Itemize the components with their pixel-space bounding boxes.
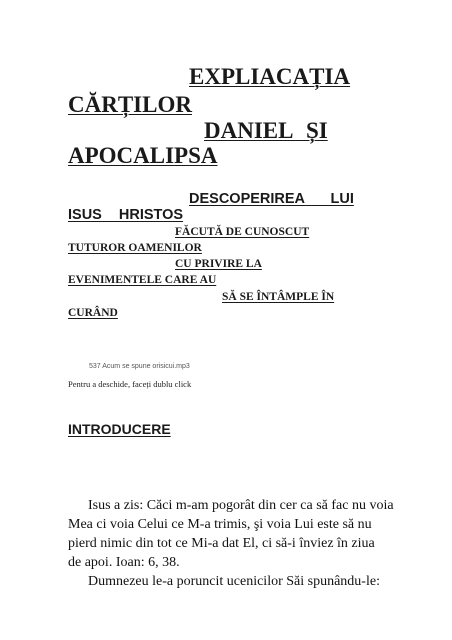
title-line-2: CĂRȚILOR: [68, 92, 192, 117]
attachment-hint: Pentru a deschide, faceți dublu click: [68, 379, 192, 389]
section-heading: INTRODUCERE: [68, 421, 171, 437]
subtitle-line-1: DESCOPERIREA LUI: [189, 191, 354, 207]
subtitle-line-5: CU PRIVIRE LA: [175, 258, 262, 270]
paragraph-1-line-4: de apoi. Ioan: 6, 38.: [68, 555, 180, 570]
title-line-4: APOCALIPSA: [68, 143, 218, 168]
paragraph-1-line-2: Mea ci voia Celui ce M-a trimis, şi voia Lui este să nu: [68, 517, 372, 532]
subtitle-line-2: ISUS HRISTOS: [68, 207, 184, 223]
paragraph-1-line-1: Isus a zis: Căci m-am pogorât din cer ca să fac nu voia: [88, 498, 394, 513]
attachment-filename[interactable]: 537 Acum se spune orisicui.mp3: [89, 363, 190, 370]
subtitle-line-4: TUTUROR OAMENILOR: [68, 242, 202, 254]
subtitle-line-8: CURÂND: [68, 307, 118, 319]
subtitle-line-6: EVENIMENTELE CARE AU: [68, 274, 217, 286]
title-line-3: DANIEL ȘI: [204, 118, 328, 143]
title-line-1: EXPLIACAȚIA: [189, 64, 351, 89]
paragraph-1-line-3: pierd nimic din tot ce Mi-a dat El, ci să-i înviez în ziua: [68, 536, 375, 551]
paragraph-2-line-1: Dumnezeu le-a poruncit ucenicilor Săi spunându-le:: [88, 574, 380, 589]
subtitle-line-7: SĂ SE ÎNTÂMPLE ÎN: [222, 291, 335, 303]
subtitle-line-3: FĂCUTĂ DE CUNOSCUT: [175, 226, 310, 238]
